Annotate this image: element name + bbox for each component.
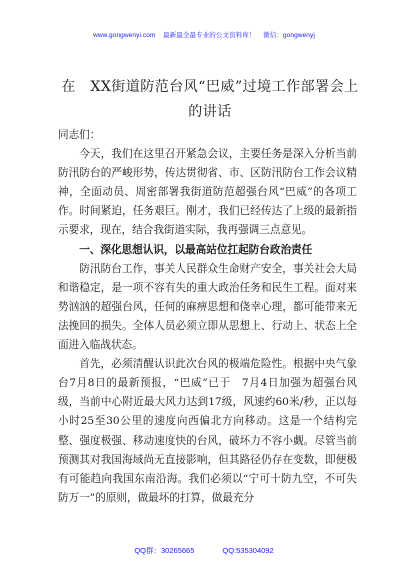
document-body (58, 126, 357, 508)
salutation: 同志们： (58, 129, 101, 141)
footer-qq-group: QQ群：30265665 (134, 546, 195, 555)
header-site-link[interactable]: www.gongwenyi.com (93, 32, 156, 39)
header-wechat: 微信：gongwenyj (263, 32, 315, 39)
paragraph: 首先，必须清醒认识此次台风的极端危险性。根据中央气象台7月8日的最新预报，“巴威”已于 7月4日加强为超强台风级，当前中心附近最大风力达到17级，风速约60米/秒，正以每小时25至30公里的速度向西偏北方向移动。这是一个结构完整、强度极强、移动速度快的台风，破坏力不容小觑。尽管当前预测其对我国海域尚无直接影响，但其路径仍存在变数，即便极有可能趋向我国东南沿海。我们必须以“宁可十防九空，不可失防万一”的原则，做最坏的打算，做最充分 (58, 358, 357, 504)
footer-contact (0, 545, 408, 556)
section-heading: 一、深化思想认识，以最高站位扛起防台政治责任 (79, 243, 313, 256)
paragraph: 防汛防台工作，事关人民群众生命财产安全，事关社会大局和谐稳定，是一项不容有失的重大政治任务和民生工程。面对来势汹汹的超强台风，任何的麻痹思想和侥幸心理，都可能带来无法挽回的损失。全体人员必须立即从思想上、行动上、状态上全面进入临战状态。 (58, 262, 357, 352)
header-banner (0, 30, 408, 39)
footer-qq: QQ:535304092 (222, 546, 274, 555)
paragraph-intro: 今天，我们在这里召开紧急会议，主要任务是深入分析当前防汛防台的严峻形势，传达贯彻省、市、区防汛防台工作会议精神，全面动员、周密部署我街道防范超强台风“巴威”的各项工作。时间紧迫，任务艰巨。刚才，我们已经传达了上级的最新指示要求，现在，结合我街道实际，我再强调三点意见。 (58, 148, 357, 237)
document-title: 在 XX街道防范台风“巴威”过境工作部署会上的讲话 (61, 79, 359, 120)
header-slogan: 最新最全最专业的公文资料库！ (163, 32, 256, 39)
